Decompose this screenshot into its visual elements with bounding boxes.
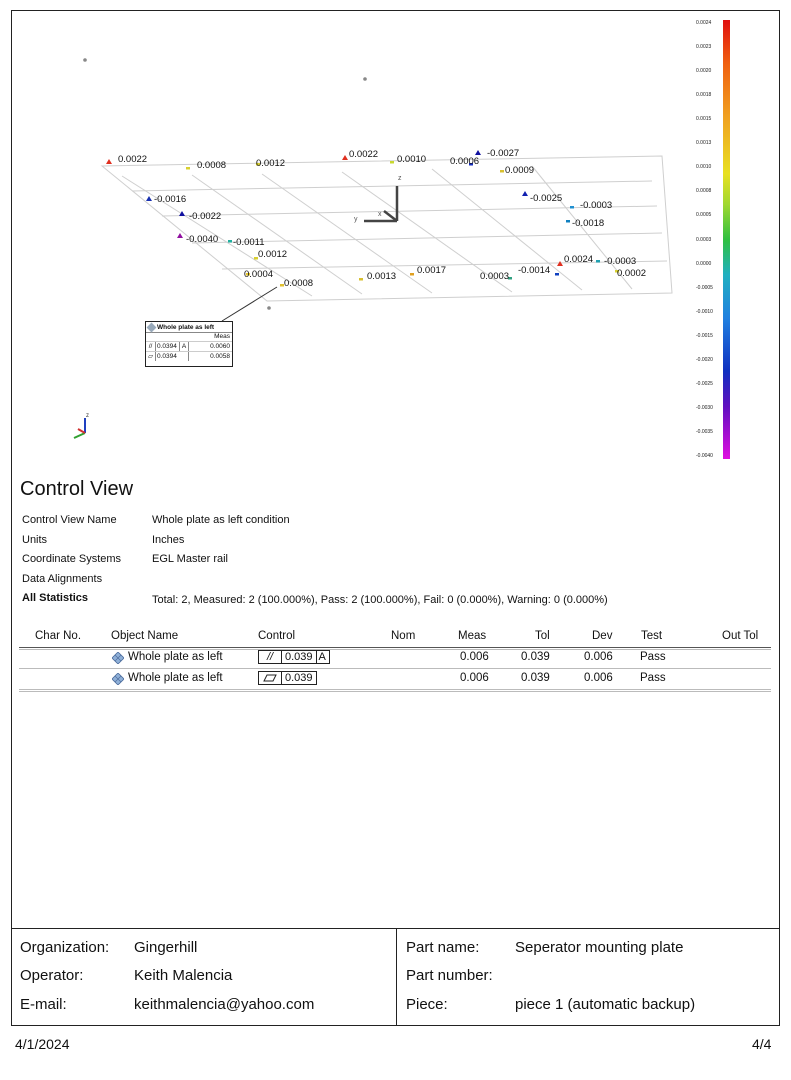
- color-scale-tick: -0.0015: [696, 332, 713, 339]
- color-scale-tick: -0.0025: [696, 380, 713, 387]
- deviation-point-label: -0.0003: [604, 256, 637, 267]
- deviation-point-label: 0.0009: [505, 165, 535, 176]
- deviation-point-marker[interactable]: [186, 167, 190, 170]
- deviation-point-label: 0.0006: [450, 156, 480, 167]
- color-scale-tick: 0.0023: [696, 44, 712, 51]
- row-divider: [19, 668, 771, 669]
- row-divider: [19, 691, 771, 692]
- organization-label: Organization:: [20, 939, 110, 956]
- deviation-point-marker[interactable]: [359, 278, 363, 281]
- deviation-point-marker[interactable]: [557, 261, 563, 266]
- deviation-point-marker[interactable]: [555, 273, 559, 276]
- piece-label: Piece:: [406, 996, 448, 1013]
- deviation-point-marker[interactable]: [570, 206, 574, 209]
- control-value: 0.039: [285, 672, 313, 684]
- meta-label: Data Alignments: [22, 573, 103, 585]
- color-scale-tick: 0.0015: [696, 116, 712, 123]
- callout-icon: [147, 322, 157, 332]
- color-scale-tick: -0.0010: [696, 308, 713, 315]
- tol-value: 0.039: [521, 672, 550, 684]
- object-name: Whole plate as left: [128, 672, 223, 684]
- dev-value: 0.006: [584, 651, 613, 663]
- operator-label: Operator:: [20, 967, 84, 984]
- object-name: Whole plate as left: [128, 651, 223, 663]
- stray-point: [83, 58, 87, 62]
- meta-value: Whole plate as left condition: [152, 514, 290, 526]
- deviation-point-label: 0.0004: [244, 269, 274, 280]
- email-label: E-mail:: [20, 996, 67, 1013]
- test-result: Pass: [640, 672, 666, 684]
- callout-control-value: 0.0394: [156, 352, 189, 361]
- deviation-point-label: 0.0008: [284, 278, 314, 289]
- deviation-point-marker[interactable]: [146, 196, 152, 201]
- color-scale-tick: 0.0010: [696, 164, 712, 171]
- callout-meas-value: 0.0058: [210, 353, 230, 360]
- deviation-point-label: 0.0017: [417, 265, 447, 276]
- col-header-control[interactable]: Control: [258, 630, 296, 642]
- color-scale-tick: 0.0020: [696, 68, 712, 75]
- col-header-out-tol[interactable]: Out Tol: [722, 630, 759, 642]
- parallelism-icon: //: [146, 342, 156, 351]
- color-scale-tick: 0.0005: [696, 212, 712, 219]
- statistics-value: Total: 2, Measured: 2 (100.000%), Pass: 2 (100.000%), Fail: 0 (0.000%), Warning: 0 (0.000%): [152, 594, 608, 606]
- plane-feature-icon: [112, 673, 124, 685]
- table-header-rule: [19, 649, 771, 650]
- tol-value: 0.039: [521, 651, 550, 663]
- deviation-point-label: 0.0012: [258, 249, 288, 260]
- deviation-point-marker[interactable]: [566, 220, 570, 223]
- control-frame: [258, 650, 330, 664]
- parallelism-icon: //: [259, 651, 282, 663]
- part-name-value: Seperator mounting plate: [515, 939, 684, 956]
- col-header-test[interactable]: Test: [641, 630, 663, 642]
- part-name-label: Part name:: [406, 939, 480, 956]
- meta-value: EGL Master rail: [152, 553, 229, 565]
- deviation-point-marker[interactable]: [500, 170, 504, 173]
- color-scale-tick: 0.0000: [696, 260, 712, 267]
- meas-value: 0.006: [460, 651, 489, 663]
- stray-point: [267, 306, 271, 310]
- control-view-title: Control View: [20, 478, 134, 500]
- callout-row: [146, 341, 232, 351]
- deviation-point-label: -0.0027: [487, 148, 520, 159]
- axis-label-x: x: [378, 211, 382, 218]
- report-date: 4/1/2024: [15, 1036, 70, 1052]
- control-value: 0.039: [285, 651, 313, 663]
- color-scale-tick: 0.0003: [696, 236, 712, 243]
- deviation-point-label: 0.0003: [480, 271, 510, 282]
- axis-label-z: z: [398, 175, 402, 182]
- svg-text:z: z: [86, 413, 89, 419]
- deviation-point-marker[interactable]: [179, 211, 185, 216]
- callout-title: Whole plate as left: [157, 323, 215, 331]
- deviation-point-marker[interactable]: [106, 159, 112, 164]
- deviation-point-label: 0.0002: [617, 268, 647, 279]
- deviation-point-marker[interactable]: [596, 260, 600, 263]
- color-scale-tick: 0.0018: [696, 92, 712, 99]
- plane-feature-icon: [112, 652, 124, 664]
- deviation-point-label: 0.0012: [256, 158, 286, 169]
- deviation-point-label: 0.0008: [197, 160, 227, 171]
- email-value: keithmalencia@yahoo.com: [134, 996, 315, 1013]
- col-header-tol[interactable]: Tol: [535, 630, 550, 642]
- col-header-meas[interactable]: Meas: [458, 630, 487, 642]
- 3d-view[interactable]: [12, 11, 779, 466]
- organization-value: Gingerhill: [134, 939, 198, 956]
- color-scale-tick: 0.0008: [696, 188, 712, 195]
- callout-leader: [222, 287, 277, 321]
- color-scale-tick: 0.0024: [696, 20, 712, 26]
- control-frame: [258, 671, 317, 685]
- deviation-point-label: -0.0025: [530, 193, 563, 204]
- deviation-point-label: -0.0011: [233, 237, 265, 248]
- test-result: Pass: [640, 651, 666, 663]
- table-header-rule: [19, 647, 771, 648]
- col-header-dev[interactable]: Dev: [592, 630, 613, 642]
- color-scale-tick: -0.0020: [696, 356, 713, 363]
- deviation-point-marker[interactable]: [177, 233, 183, 238]
- col-header-object-name[interactable]: Object Name: [111, 630, 179, 642]
- flatness-icon: [259, 672, 282, 684]
- deviation-point-label: -0.0014: [518, 265, 551, 276]
- callout-datum: A: [180, 342, 189, 351]
- deviation-point-label: 0.0022: [118, 154, 148, 165]
- footer-divider: [396, 928, 397, 1026]
- operator-value: Keith Malencia: [134, 967, 233, 984]
- deviation-point-marker[interactable]: [410, 273, 414, 276]
- callout-box[interactable]: [145, 321, 233, 367]
- triad-icon: [74, 413, 89, 438]
- row-divider: [19, 689, 771, 690]
- meas-value: 0.006: [460, 672, 489, 684]
- datum-ref: A: [316, 651, 328, 663]
- part-number-label: Part number:: [406, 967, 493, 984]
- deviation-point-label: 0.0022: [349, 149, 379, 160]
- col-header-char-no[interactable]: Char No.: [35, 630, 82, 642]
- color-scale: [696, 20, 732, 459]
- color-scale-tick: -0.0035: [696, 428, 713, 435]
- col-header-nom[interactable]: Nom: [391, 630, 416, 642]
- deviation-point-label: -0.0003: [580, 200, 613, 211]
- deviation-point-label: -0.0022: [189, 211, 222, 222]
- color-scale-tick: -0.0030: [696, 404, 713, 411]
- callout-row: [146, 351, 232, 361]
- deviation-point-label: 0.0024: [564, 254, 594, 265]
- color-scale-tick: -0.0005: [696, 284, 713, 291]
- flatness-icon: ▱: [146, 352, 156, 361]
- callout-header: Meas: [214, 333, 230, 340]
- deviation-point-label: -0.0018: [572, 218, 605, 229]
- meta-label: Units: [22, 534, 48, 546]
- meta-label: Control View Name: [22, 514, 117, 526]
- axis-label-y: y: [354, 216, 358, 223]
- page-number: 4/4: [752, 1036, 772, 1052]
- stray-point: [363, 77, 367, 81]
- deviation-point-marker[interactable]: [522, 191, 528, 196]
- callout-meas-value: 0.0060: [210, 343, 230, 350]
- deviation-point-marker[interactable]: [475, 150, 481, 155]
- meta-label: Coordinate Systems: [22, 553, 122, 565]
- deviation-point-marker[interactable]: [228, 240, 232, 243]
- color-scale-tick: -0.0040: [696, 453, 713, 459]
- deviation-point-marker[interactable]: [342, 155, 348, 160]
- deviation-point-marker[interactable]: [390, 161, 394, 164]
- deviation-point-label: -0.0040: [186, 234, 219, 245]
- deviation-point-label: 0.0010: [397, 154, 427, 165]
- deviation-point-label: -0.0016: [154, 194, 187, 205]
- callout-control-value: 0.0394: [156, 342, 180, 351]
- dev-value: 0.006: [584, 672, 613, 684]
- piece-value: piece 1 (automatic backup): [515, 996, 696, 1013]
- meta-label: All Statistics: [22, 592, 89, 604]
- color-scale-tick: 0.0013: [696, 140, 712, 147]
- deviation-point-label: 0.0013: [367, 271, 397, 282]
- meta-value: Inches: [152, 534, 185, 546]
